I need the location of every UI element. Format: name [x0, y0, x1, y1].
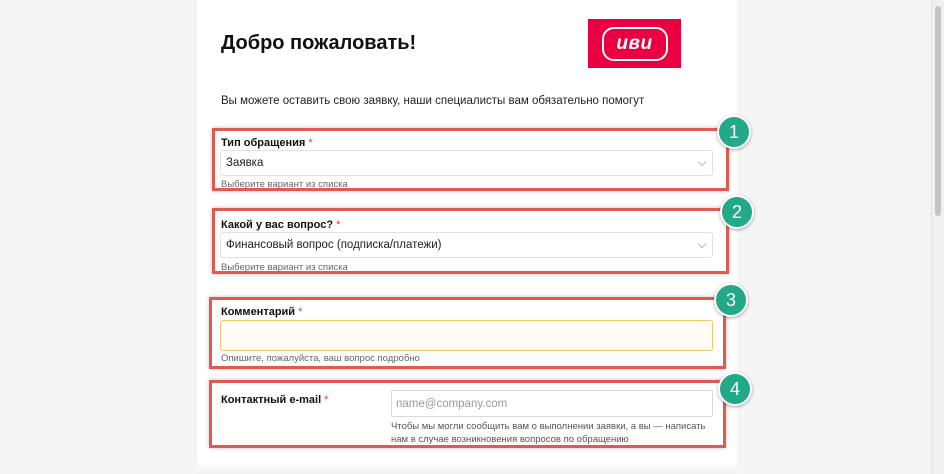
- step-badge-3: 3: [714, 283, 748, 317]
- comment-hint: Опишите, пожалуйста, ваш вопрос подробно: [221, 353, 420, 364]
- intro-text: Вы можете оставить свою заявку, наши специалисты вам обязательно помогут: [221, 95, 645, 107]
- email-input[interactable]: [391, 390, 713, 417]
- request-type-value: Заявка: [226, 157, 264, 169]
- comment-label-text: Комментарий: [221, 306, 296, 318]
- step-badge-2: 2: [720, 195, 754, 229]
- vertical-scrollbar[interactable]: [931, 0, 944, 474]
- request-type-select[interactable]: [220, 150, 713, 176]
- ivi-logo-text: иви: [616, 32, 653, 54]
- email-label-text: Контактный e-mail: [221, 394, 322, 406]
- question-hint: Выберите вариант из списка: [221, 262, 348, 273]
- step-badge-1: 1: [717, 115, 751, 149]
- request-type-hint: Выберите вариант из списка: [221, 179, 348, 190]
- question-label-text: Какой у вас вопрос?: [221, 219, 334, 231]
- email-hint-line-1: Чтобы мы могли сообщить вам о выполнении заявки, а вы — написать: [391, 421, 706, 432]
- email-hint: [391, 420, 721, 446]
- email-placeholder: name@company.com: [396, 397, 508, 410]
- page-bottom-edge: [197, 462, 737, 474]
- step-badge-4: 4: [718, 372, 752, 406]
- chevron-down-icon: [698, 158, 706, 166]
- required-mark: *: [324, 394, 329, 406]
- question-value: Финансовый вопрос (подписка/платежи): [226, 239, 442, 251]
- comment-textarea[interactable]: [220, 320, 713, 351]
- ivi-logo: [588, 19, 681, 68]
- required-mark: *: [308, 137, 313, 149]
- required-mark: *: [298, 306, 303, 318]
- ivi-logo-mark: [602, 27, 668, 61]
- email-label: [221, 394, 328, 406]
- comment-label: [221, 306, 302, 318]
- scrollbar-thumb[interactable]: [935, 6, 941, 216]
- request-type-label: [221, 137, 313, 149]
- question-label: [221, 219, 340, 231]
- request-type-label-text: Тип обращения: [221, 137, 306, 149]
- required-mark: *: [336, 219, 341, 231]
- chevron-down-icon: [698, 240, 706, 248]
- question-select[interactable]: [220, 232, 713, 258]
- page-title: Добро пожаловать!: [221, 32, 417, 54]
- email-hint-line-2: нам в случае возникновения вопросов по обращению: [391, 434, 629, 445]
